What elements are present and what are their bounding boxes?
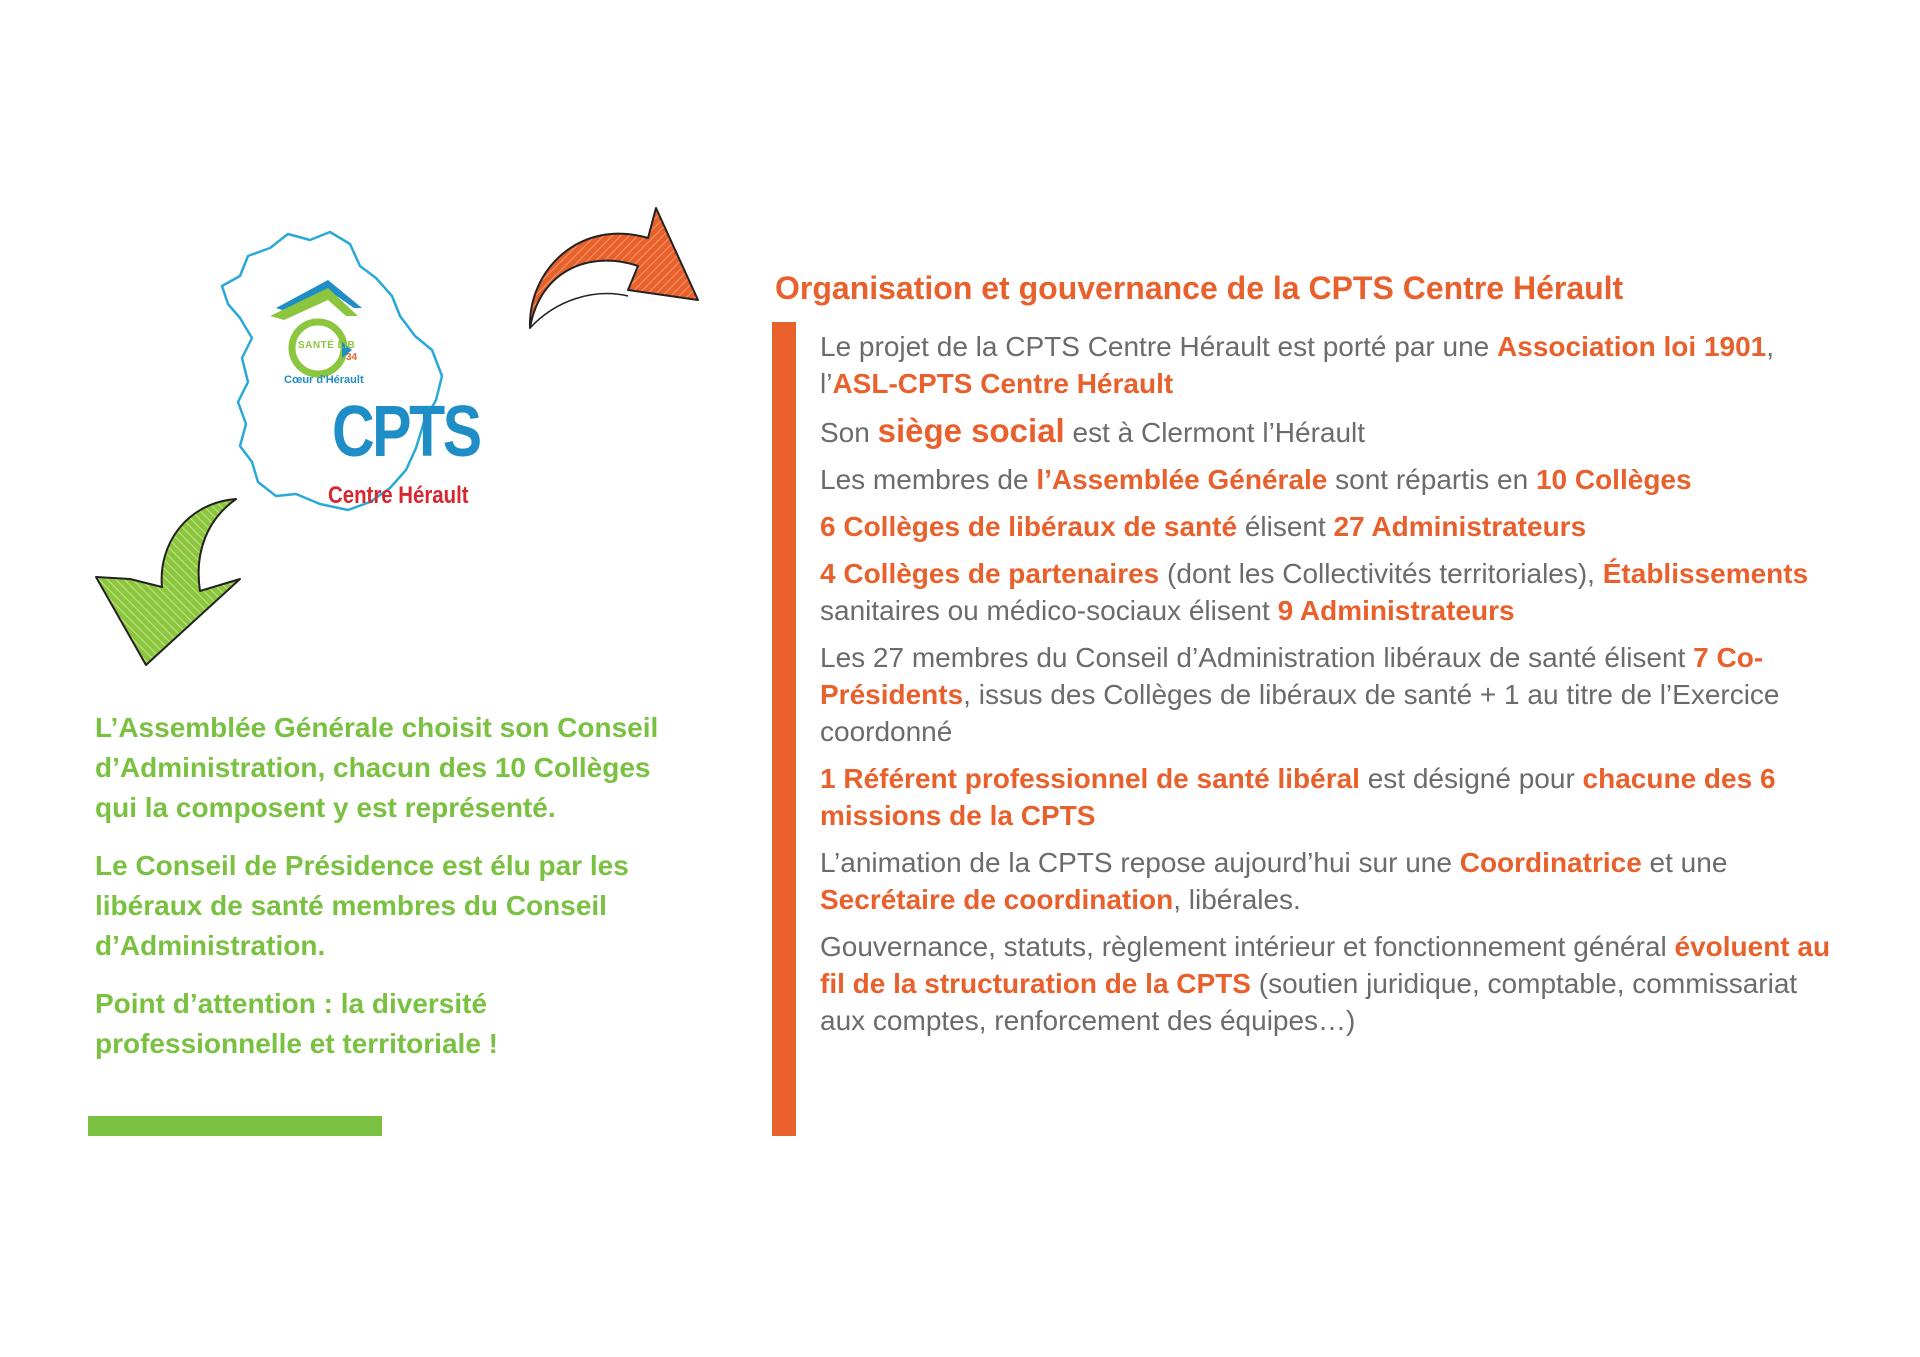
orange-arrow-icon — [520, 200, 710, 365]
text-segment: Son — [820, 417, 878, 448]
right-text-column — [820, 328, 1850, 1049]
logo-sante-lib: SANTÉ LIB — [298, 340, 356, 351]
paragraph-colleges-partenaires — [820, 555, 1850, 629]
highlight-asl-cpts: ASL-CPTS Centre Hérault — [832, 368, 1174, 399]
paragraph-referent — [820, 760, 1850, 834]
highlight-4-colleges: 4 Collèges de partenaires — [820, 558, 1160, 589]
text-segment: , issus des Collèges de libéraux de santé + 1 au titre de l’Exercice coordonné — [820, 679, 1780, 747]
text-segment: (dont les Collectivités territoriales), — [1159, 558, 1603, 589]
text-segment: Les membres de — [820, 464, 1037, 495]
cpts-logo — [210, 226, 510, 516]
text-segment: Les 27 membres du Conseil d’Administration libéraux de santé élisent — [820, 642, 1694, 673]
left-paragraph-attention: Point d’attention : la diversité professionnelle et territoriale ! — [95, 988, 498, 1059]
highlight-6-missions: chacune des 6 missions de la CPTS — [820, 763, 1776, 831]
logo-number: 34 — [346, 352, 358, 363]
orange-vertical-rule — [772, 322, 796, 1136]
text-segment: élisent — [1237, 511, 1334, 542]
text-segment: (soutien juridique, comptable, commissariat aux comptes, renforcement des équipes…) — [820, 968, 1798, 1036]
highlight-association: Association loi 1901 — [1497, 331, 1767, 362]
text-segment: est désigné pour — [1359, 763, 1583, 794]
text-segment: Le projet de la CPTS Centre Hérault est porté par une — [820, 331, 1498, 362]
text-segment: sanitaires ou médico-sociaux élisent — [820, 595, 1278, 626]
logo-coeur-herault: Cœur d'Hérault — [284, 374, 364, 386]
text-segment: et une — [1641, 847, 1728, 878]
logo-cpts: CPTS — [332, 392, 480, 472]
text-segment: Gouvernance, statuts, règlement intérieur et fonctionnement général — [820, 931, 1675, 962]
text-segment: est à Clermont l’Hérault — [1064, 417, 1366, 448]
paragraph-membres — [820, 461, 1850, 498]
left-paragraph-assemblee: L’Assemblée Générale choisit son Conseil d’Administration, chacun des 10 Collèges qui la composent y est représenté. — [95, 712, 659, 823]
highlight-evoluent: évoluent au fil de la structuration de la CPTS — [820, 931, 1831, 999]
herault-map-icon — [210, 226, 510, 516]
highlight-assemblee-generale: l’Assemblée Générale — [1036, 464, 1328, 495]
highlight-coordinatrice: Coordinatrice — [1459, 847, 1642, 878]
paragraph-association — [820, 328, 1850, 402]
text-segment: , libérales. — [1173, 884, 1301, 915]
paragraph-gouvernance — [820, 928, 1850, 1039]
section-title: Organisation et gouvernance de la CPTS Centre Hérault — [775, 270, 1624, 306]
green-arrow-icon — [90, 495, 250, 670]
text-segment: sont répartis en — [1327, 464, 1536, 495]
left-paragraph-presidence: Le Conseil de Présidence est élu par les libéraux de santé membres du Conseil d’Administration. — [95, 850, 629, 961]
highlight-7-co-presidents: 7 Co-Présidents — [820, 642, 1764, 710]
highlight-27-administrateurs: 27 Administrateurs — [1333, 511, 1587, 542]
logo-centre-herault: Centre Hérault — [328, 482, 469, 509]
highlight-referent: 1 Référent professionnel de santé libéral — [820, 763, 1360, 794]
paragraph-siege — [820, 412, 1850, 451]
highlight-secretaire: Secrétaire de coordination — [820, 884, 1174, 915]
highlight-siege-social: siège social — [877, 412, 1065, 449]
highlight-6-colleges: 6 Collèges de libéraux de santé — [820, 511, 1238, 542]
paragraph-co-presidents — [820, 639, 1850, 750]
text-segment: , l’ — [820, 331, 1775, 399]
left-text-column — [95, 708, 695, 1082]
text-segment: L’animation de la CPTS repose aujourd’hui sur une — [820, 847, 1460, 878]
highlight-etablissements: Établissements — [1602, 558, 1809, 589]
highlight-9-administrateurs: 9 Administrateurs — [1277, 595, 1515, 626]
paragraph-colleges-liberaux — [820, 508, 1850, 545]
green-underline-bar — [88, 1116, 382, 1136]
paragraph-animation — [820, 844, 1850, 918]
highlight-10-colleges: 10 Collèges — [1535, 464, 1692, 495]
